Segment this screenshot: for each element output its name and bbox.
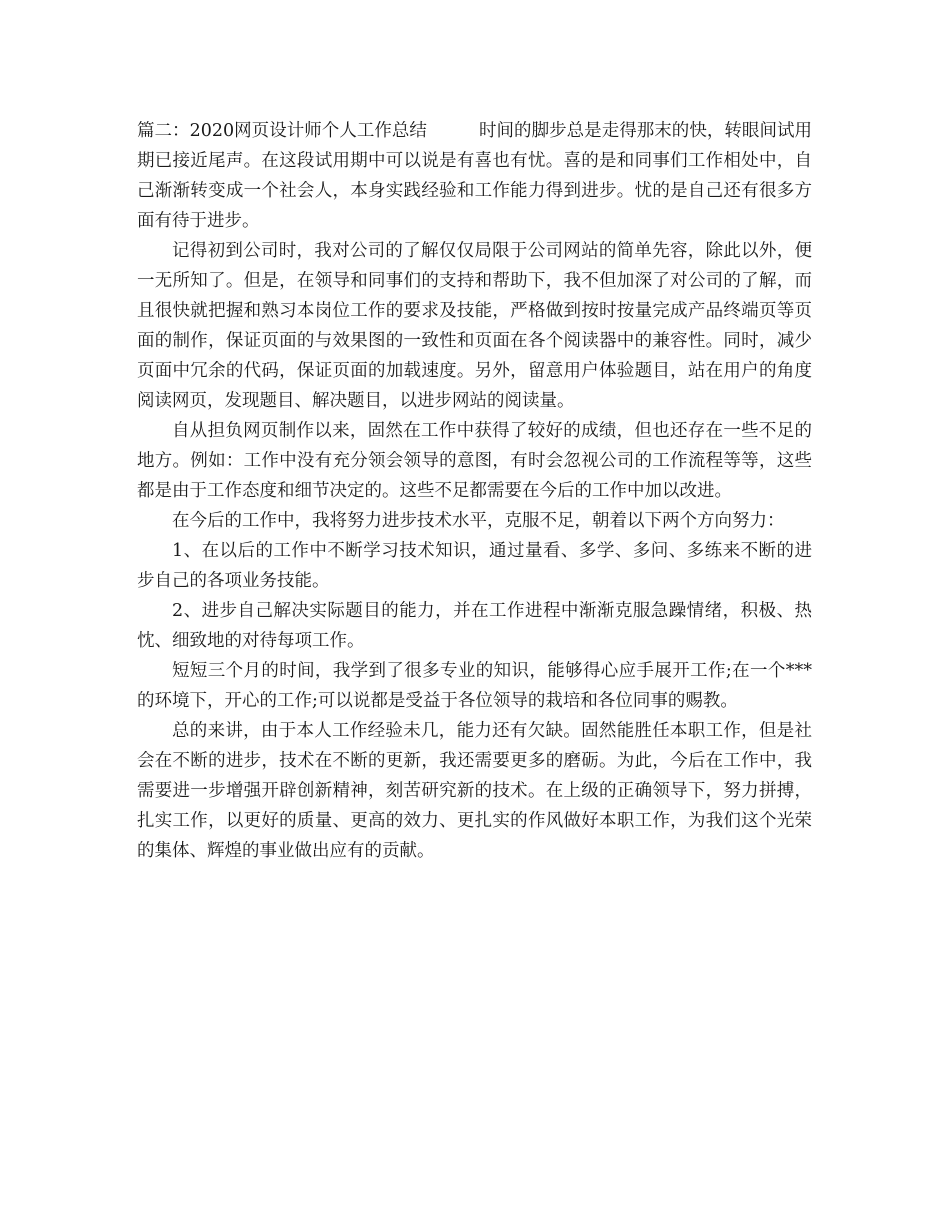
list-item-1: 1、在以后的工作中不断学习技术知识，通过量看、多学、多问、多练来不断的进步自己的各项业务技能。 <box>137 541 812 591</box>
paragraph-7: 短短三个月的时间，我学到了很多专业的知识，能够得心应手展开工作;在一个***的环境下，开心的工作;可以说都是受益于各位领导的栽培和各位同事的赐教。 <box>137 661 812 711</box>
paragraph-2: 记得初到公司时，我对公司的了解仅仅局限于公司网站的简单先容，除此以外，便一无所知了。但是，在领导和同事们的支持和帮助下，我不但加深了对公司的了解，而且很快就把握和熟习本岗位工作的要求及技能，严格做到按时按量完成产品终端页等页面的制作，保证页面的与效果图的一致性和页面在各个阅读器中的兼容性。同时，减少页面中冗余的代码，保证页面的加载速度。另外，留意用户体验题目，站在用户的角度阅读网页，发现题目、解决题目，以进步网站的阅读量。 <box>137 241 812 411</box>
document-heading: 篇二：2020网页设计师个人工作总结 <box>137 121 427 141</box>
paragraph-8: 总的来讲，由于本人工作经验未几，能力还有欠缺。固然能胜任本职工作，但是社会在不断的进步，技术在不断的更新，我还需要更多的磨砺。为此，今后在工作中，我需要进一步增强开辟创新精神，刻苦研究新的技术。在上级的正确领导下，努力拼搏，扎实工作，以更好的质量、更高的效力、更扎实的作风做好本职工作，为我们这个光荣的集体、辉煌的事业做出应有的贡献。 <box>137 721 812 861</box>
paragraph-1: 时间的脚步总是走得那末的快，转眼间试用期已接近尾声。在这段试用期中可以说是有喜也有忧。喜的是和同事们工作相处中，自己渐渐转变成一个社会人，本身实践经验和工作能力得到进步。忧的是自己还有很多方面有待于进步。 <box>137 121 812 231</box>
list-item-2: 2、进步自己解决实际题目的能力，并在工作进程中渐渐克服急躁情绪，积极、热忱、细致地的对待每项工作。 <box>137 601 812 651</box>
paragraph-4: 在今后的工作中，我将努力进步技术水平，克服不足，朝着以下两个方向努力： <box>172 511 785 531</box>
paragraph-3: 自从担负网页制作以来，固然在工作中获得了较好的成绩，但也还存在一些不足的地方。例如：工作中没有充分领会领导的意图，有时会忽视公司的工作流程等等，这些都是由于工作态度和细节决定的。这些不足都需要在今后的工作中加以改进。 <box>137 421 812 501</box>
intro-paragraph <box>137 116 812 236</box>
document-page <box>137 116 812 866</box>
